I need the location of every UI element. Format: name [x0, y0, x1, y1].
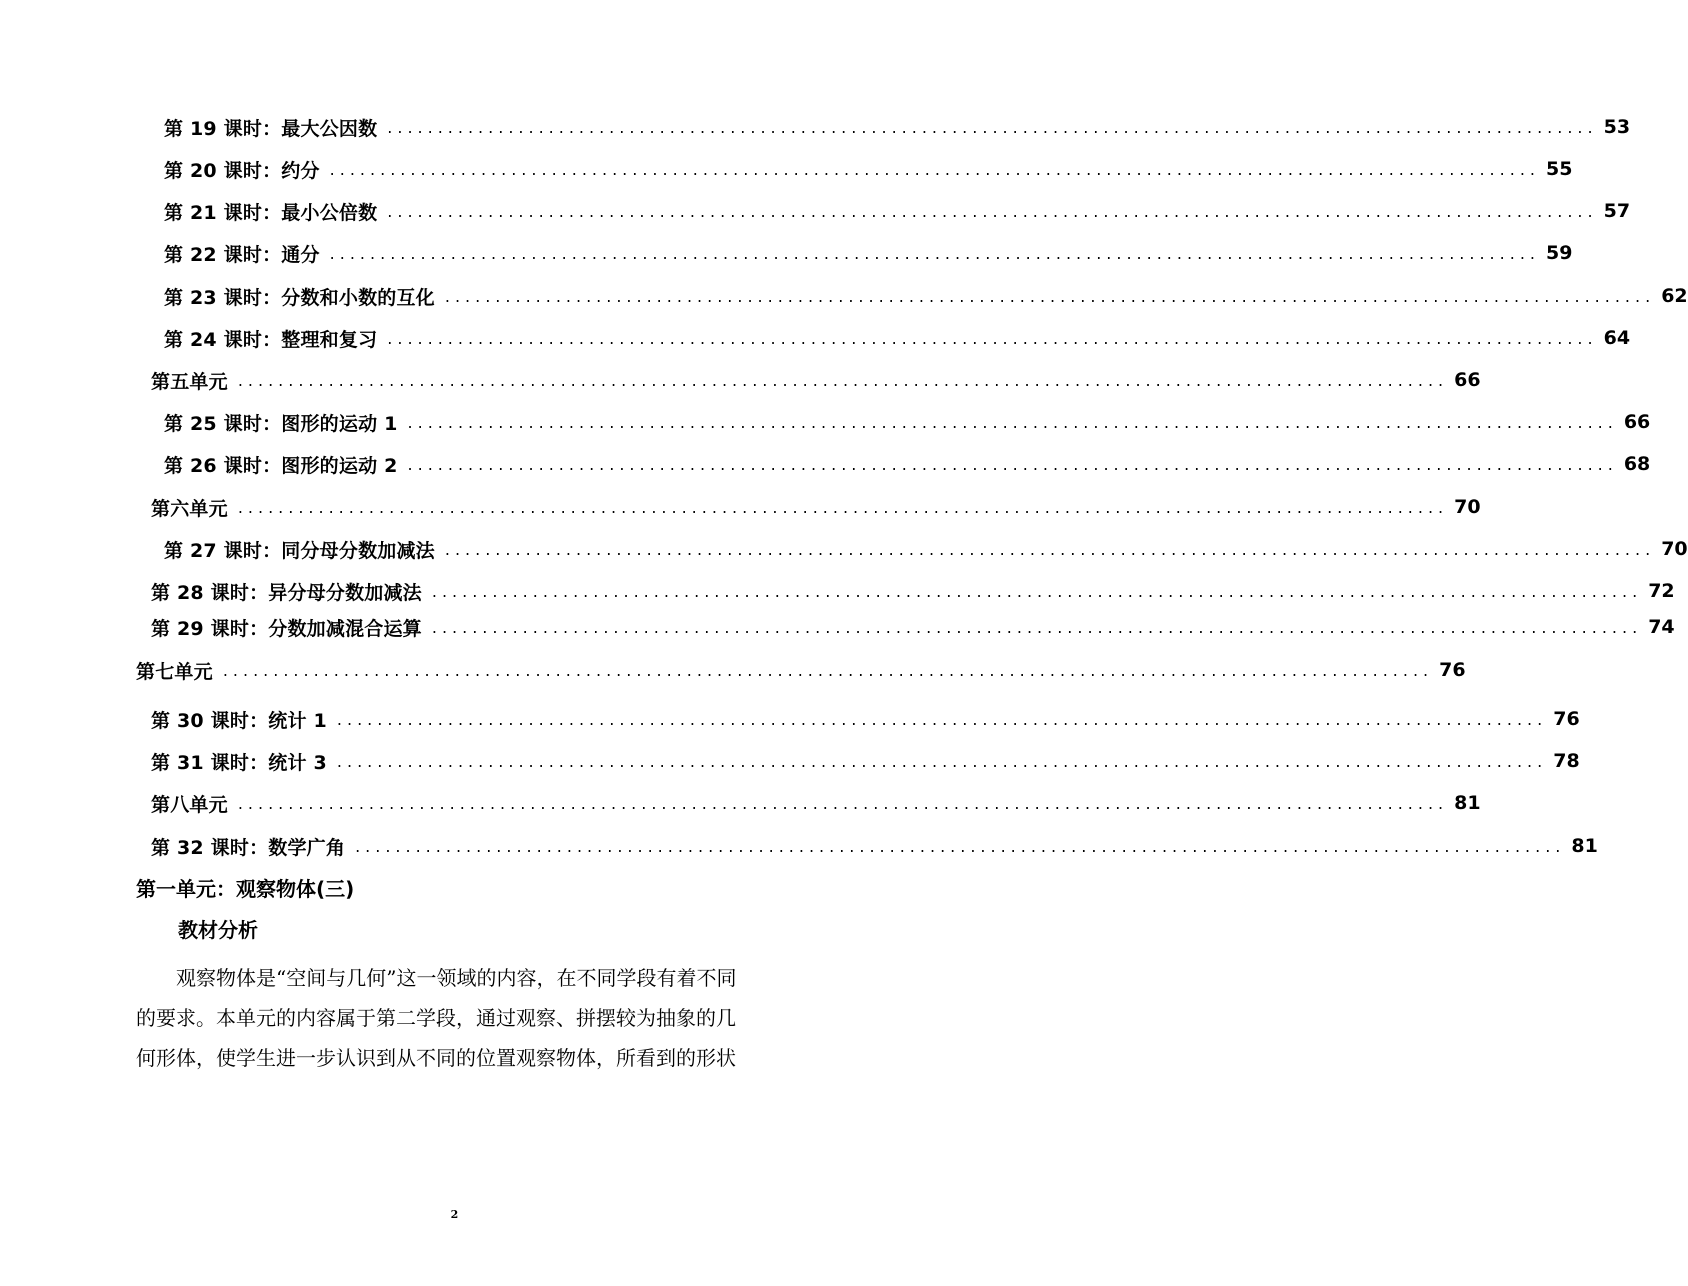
body-paragraph	[136, 958, 776, 1078]
toc-entry[interactable]	[151, 788, 1481, 818]
toc-entry-page: 76	[1439, 659, 1466, 681]
toc-entry[interactable]	[164, 534, 1688, 564]
toc-entry[interactable]	[164, 323, 1631, 353]
toc-leader-dots: ........................................................................................................................	[444, 286, 1656, 306]
toc-leader-dots: ........................................................................................................................	[237, 793, 1449, 813]
section-heading: 教材分析	[178, 918, 258, 942]
toc-entry-title: 第 28 课时：异分母分数加减法	[151, 581, 422, 604]
toc-entry-page: 68	[1623, 453, 1651, 475]
toc-leader-dots: ........................................................................................................................	[329, 159, 1540, 179]
toc-entry[interactable]	[164, 112, 1631, 142]
toc-entry-title: 第五单元	[151, 370, 228, 393]
toc-entry-title: 第 22 课时：通分	[164, 243, 320, 266]
toc-entry-title: 第 29 课时：分数加减混合运算	[151, 617, 422, 640]
toc-entry-page: 62	[1661, 285, 1688, 307]
toc-leader-dots: ........................................................................................................................	[407, 454, 1618, 474]
toc-entry-title: 第 24 课时：整理和复习	[164, 328, 378, 351]
toc-leader-dots: ........................................................................................................................	[431, 617, 1643, 637]
toc-leader-dots: ........................................................................................................................	[387, 117, 1598, 137]
toc-leader-dots: ........................................................................................................................	[237, 497, 1449, 517]
toc-entry[interactable]	[151, 831, 1598, 861]
toc-entry-page: 81	[1571, 835, 1598, 857]
toc-entry-title: 第 30 课时：统计 1	[151, 709, 327, 732]
toc-entry-page: 55	[1545, 158, 1573, 180]
toc-entry-title: 第 27 课时：同分母分数加减法	[164, 539, 435, 562]
body-line: 观察物体是“空间与几何”这一领域的内容，在不同学段有着不同	[136, 966, 737, 990]
toc-entry-page: 78	[1553, 750, 1580, 772]
toc-entry-title: 第六单元	[151, 497, 228, 520]
toc-entry[interactable]	[136, 655, 1466, 685]
toc-entry-title: 第 32 课时：数学广角	[151, 836, 346, 859]
toc-entry[interactable]	[164, 238, 1573, 268]
toc-entry-page: 72	[1648, 580, 1675, 602]
toc-entry-page: 66	[1623, 411, 1651, 433]
toc-entry-title: 第 21 课时：最小公倍数	[164, 201, 378, 224]
toc-entry-page: 57	[1603, 200, 1631, 222]
toc-entry[interactable]	[164, 281, 1688, 311]
toc-entry-title: 第 23 课时：分数和小数的互化	[164, 286, 435, 309]
toc-leader-dots: ........................................................................................................................	[407, 412, 1618, 432]
toc-entry[interactable]	[164, 407, 1651, 437]
toc-leader-dots: ........................................................................................................................	[237, 370, 1449, 390]
toc-entry-page: 64	[1603, 327, 1631, 349]
toc-entry[interactable]	[151, 612, 1675, 642]
toc-entry[interactable]	[164, 154, 1573, 184]
toc-entry-page: 74	[1648, 616, 1675, 638]
toc-entry-page: 81	[1454, 792, 1481, 814]
toc-leader-dots: ........................................................................................................................	[329, 243, 1540, 263]
toc-entry-page: 76	[1553, 708, 1580, 730]
toc-leader-dots: ........................................................................................................................	[355, 836, 1566, 856]
toc-entry-title: 第八单元	[151, 793, 228, 816]
toc-leader-dots: ........................................................................................................................	[336, 709, 1548, 729]
toc-leader-dots: ........................................................................................................................	[431, 581, 1643, 601]
toc-leader-dots: ........................................................................................................................	[222, 660, 1434, 680]
toc-entry-title: 第 25 课时：图形的运动 1	[164, 412, 398, 435]
chapter-heading: 第一单元：观察物体(三)	[136, 877, 355, 901]
toc-entry-title: 第 26 课时：图形的运动 2	[164, 454, 398, 477]
toc-leader-dots: ........................................................................................................................	[387, 201, 1598, 221]
toc-entry-page: 53	[1603, 116, 1631, 138]
toc-entry[interactable]	[164, 196, 1631, 226]
toc-entry[interactable]	[151, 492, 1481, 522]
toc-entry-title: 第 20 课时：约分	[164, 159, 320, 182]
page-number: 2	[450, 1208, 459, 1221]
toc-entry[interactable]	[151, 576, 1675, 606]
toc-entry[interactable]	[151, 365, 1481, 395]
toc-entry-page: 66	[1454, 369, 1481, 391]
toc-leader-dots: ........................................................................................................................	[444, 539, 1656, 559]
toc-leader-dots: ........................................................................................................................	[336, 751, 1548, 771]
toc-entry-page: 70	[1454, 496, 1481, 518]
toc-entry[interactable]	[151, 704, 1580, 734]
toc-entry[interactable]	[151, 746, 1580, 776]
body-line: 何形体，使学生进一步认识到从不同的位置观察物体，所看到的形状	[136, 1046, 736, 1070]
toc-entry-page: 59	[1545, 242, 1573, 264]
body-line: 的要求。本单元的内容属于第二学段，通过观察、拼摆较为抽象的几	[136, 1006, 736, 1030]
toc-entry[interactable]	[164, 449, 1651, 479]
toc-entry-page: 70	[1661, 538, 1688, 560]
toc-entry-title: 第 31 课时：统计 3	[151, 751, 327, 774]
toc-entry-title: 第七单元	[136, 660, 213, 683]
toc-leader-dots: ........................................................................................................................	[387, 328, 1598, 348]
toc-entry-title: 第 19 课时：最大公因数	[164, 117, 378, 140]
